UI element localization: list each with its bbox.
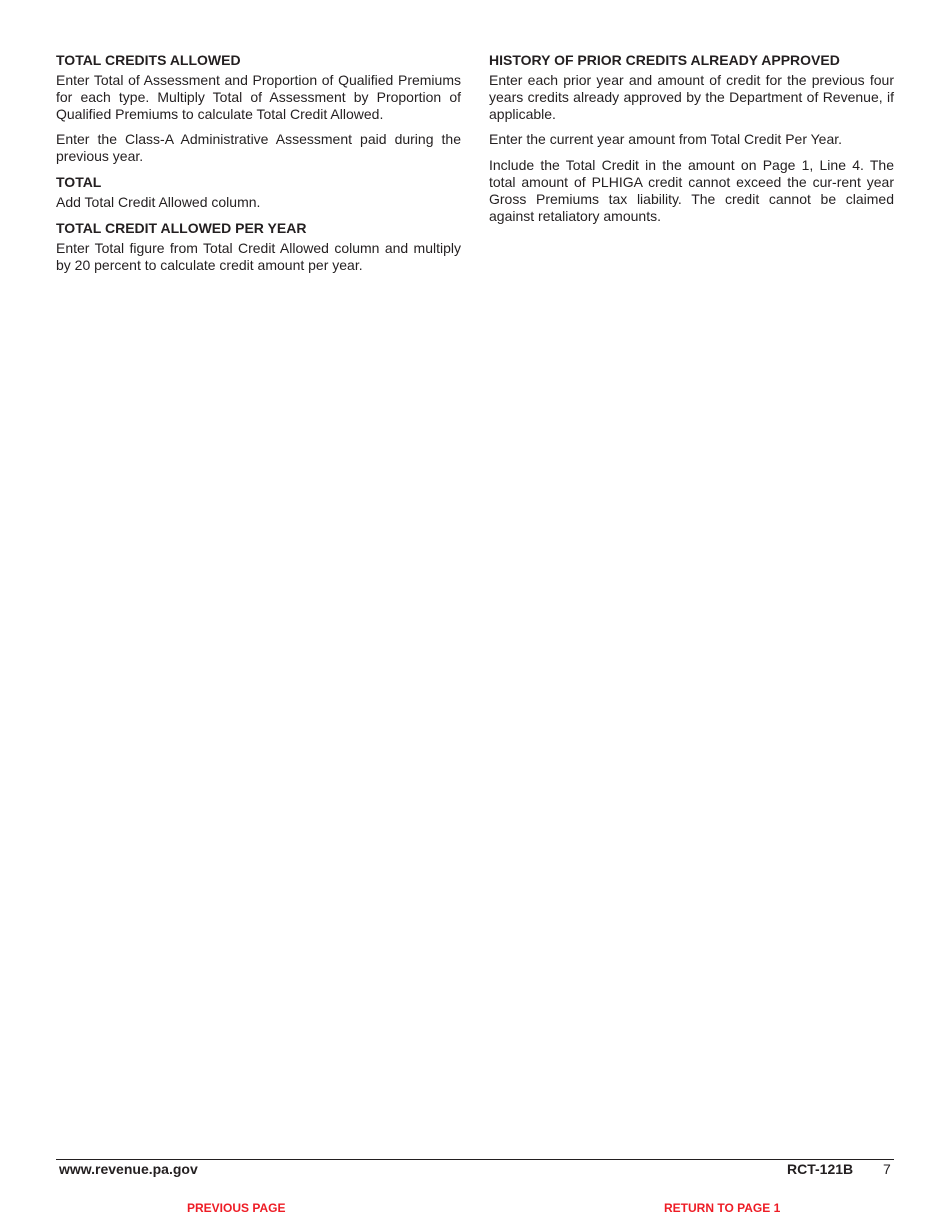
section-heading: TOTAL CREDITS ALLOWED <box>56 52 241 68</box>
section-total-credit-allowed-per-year <box>56 220 461 274</box>
section-paragraph: Include the Total Credit in the amount on Page 1, Line 4. The total amount of PLHIGA credit cannot exceed the cur-rent year Gross Premiums tax liability. The credit cannot be claimed against retaliatory amounts. <box>489 157 894 224</box>
section-paragraph: Enter Total figure from Total Credit Allowed column and multiply by 20 percent to calculate credit amount per year. <box>56 239 461 273</box>
section-heading: TOTAL <box>56 173 102 190</box>
right-column <box>489 52 894 233</box>
previous-page-link[interactable]: PREVIOUS PAGE <box>187 1201 286 1215</box>
section-paragraph: Enter the Class-A Administrative Assessment paid during the previous year. <box>56 131 461 165</box>
section-paragraph: Enter each prior year and amount of credit for the previous four years credits already approved by the Department of Revenue, if applicable. <box>489 72 894 122</box>
left-column <box>56 52 461 282</box>
footer-website-url: www.revenue.pa.gov <box>59 1161 198 1177</box>
footer-divider <box>56 1159 894 1160</box>
section-total <box>56 174 461 211</box>
section-total-credits-allowed <box>56 52 461 165</box>
section-paragraph: Add Total Credit Allowed column. <box>56 193 261 210</box>
section-paragraph: Enter the current year amount from Total Credit Per Year. <box>489 131 843 148</box>
footer-page-number: 7 <box>883 1161 891 1177</box>
footer-form-id: RCT-121B <box>787 1161 854 1177</box>
section-heading: TOTAL CREDIT ALLOWED PER YEAR <box>56 219 307 236</box>
section-paragraph: Enter Total of Assessment and Proportion of Qualified Premiums for each type. Multiply Total of Assessment by Proportion of Qualified Premiums to calculate Total Credit Allowed. <box>56 72 461 122</box>
section-history-of-prior-credits <box>489 52 894 224</box>
return-to-page-1-link[interactable]: RETURN TO PAGE 1 <box>664 1201 781 1215</box>
section-heading: HISTORY OF PRIOR CREDITS ALREADY APPROVED <box>489 52 840 68</box>
